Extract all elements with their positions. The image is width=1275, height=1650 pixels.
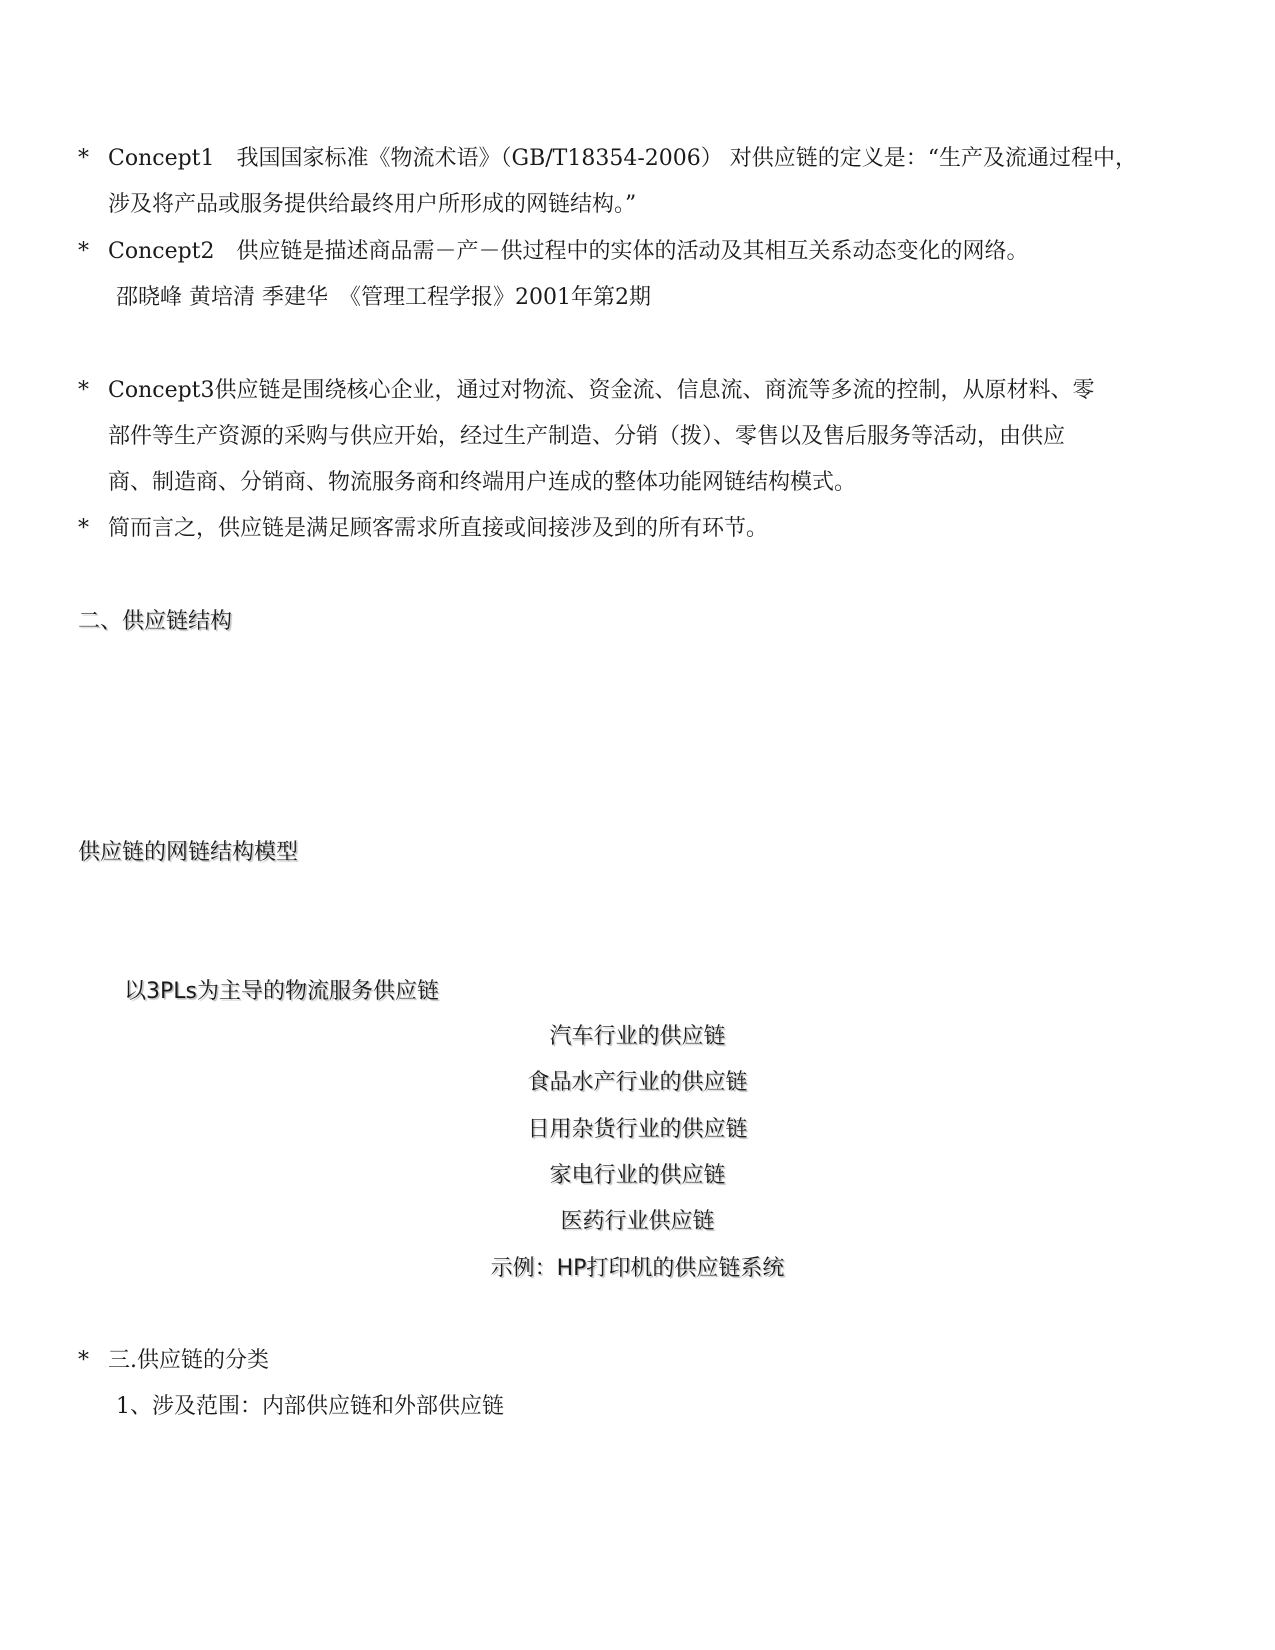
concept3-line2: 部件等生产资源的采购与供应开始，经过生产制造、分销（拨）、零售以及售后服务等活动，由供应 [108,424,1066,449]
industry-item-auto: 汽车行业的供应链 [549,1024,726,1049]
section3-title: 三.供应链的分类 [108,1348,269,1373]
industry-item-groceries: 日用杂货行业的供应链 [527,1117,748,1142]
model-title: 供应链的网链结构模型 [78,840,299,865]
industry-item-appliances: 家电行业的供应链 [549,1163,726,1188]
industry-item-pharma: 医药行业供应链 [560,1209,715,1234]
section3-item1: 1、涉及范围：内部供应链和外部供应链 [116,1394,504,1419]
concept1-line1: Concept1 我国国家标准《物流术语》（GB/T18354-2006） 对供应链的定义是：“生产及流通过程中， [108,146,1137,171]
concept3-line3: 商、制造商、分销商、物流服务商和终端用户连成的整体功能网链结构模式。 [108,470,857,495]
bullet-summary: * [78,516,89,541]
logistics-title: 以3PLs为主导的物流服务供应链 [124,979,439,1004]
industry-item-food: 食品水产行业的供应链 [527,1070,748,1095]
bullet-concept3: * [78,378,89,403]
concept3-line1: Concept3供应链是围绕核心企业，通过对物流、资金流、信息流、商流等多流的控制，从原材料、零 [108,378,1095,403]
bullet-concept1: * [78,146,89,171]
bullet-section3: * [78,1348,89,1373]
concept1-line2: 涉及将产品或服务提供给最终用户所形成的网链结构。” [108,192,637,217]
concept2-citation: 邵晓峰 黄培清 季建华 《管理工程学报》2001年第2期 [116,285,651,310]
section2-title: 二、供应链结构 [78,609,233,634]
concept2-line1: Concept2 供应链是描述商品需－产－供过程中的实体的活动及其相互关系动态变化的网络。 [108,239,1029,264]
industry-item-hp-example: 示例：HP打印机的供应链系统 [490,1256,785,1281]
summary-line: 简而言之，供应链是满足顾客需求所直接或间接涉及到的所有环节。 [108,516,769,541]
bullet-concept2: * [78,239,89,264]
